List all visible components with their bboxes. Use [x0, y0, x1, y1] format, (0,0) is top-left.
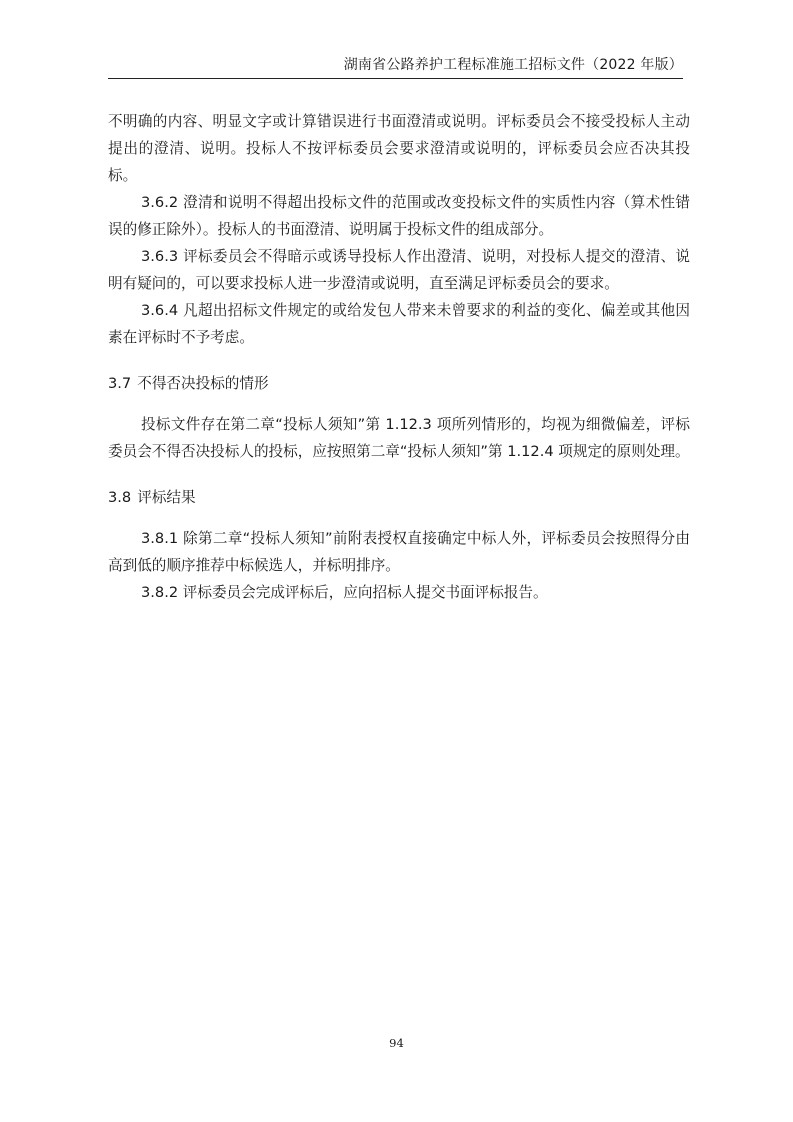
paragraph: 不明确的内容、明显文字或计算错误进行书面澄清或说明。评标委员会不接受投标人主动提出的澄清、说明。投标人不按评标委员会要求澄清或说明的，评标委员会应否决其投标。 [108, 113, 690, 184]
page-number: 94 [389, 1036, 404, 1050]
clause-3-6-2: 3.6.2 澄清和说明不得超出投标文件的范围或改变投标文件的实质性内容（算术性错误的修正除外）。投标人的书面澄清、说明属于投标文件的组成部分。 [108, 194, 690, 238]
document-title: 湖南省公路养护工程标准施工招标文件（2022 年版） [343, 57, 683, 73]
clause-3-6-4: 3.6.4 凡超出招标文件规定的或给发包人带来未曾要求的利益的变化、偏差或其他因素在评标时不予考虑。 [108, 302, 690, 346]
clause-3-6-3: 3.6.3 评标委员会不得暗示或诱导投标人作出澄清、说明，对投标人提交的澄清、说明有疑问的，可以要求投标人进一步澄清或说明，直至满足评标委员会的要求。 [108, 248, 690, 292]
page-body [108, 108, 690, 606]
clause-3-8-2: 3.8.2 评标委员会完成评标后，应向招标人提交书面评标报告。 [141, 584, 548, 601]
clause-3-8-1: 3.8.1 除第二章“投标人须知”前附表授权直接确定中标人外，评标委员会按照得分由高到低的顺序推荐中标候选人，并标明排序。 [108, 530, 690, 574]
section-title: 评标结果 [137, 489, 196, 506]
section-heading-3-7 [108, 370, 690, 397]
section-3-7-paragraph: 投标文件存在第二章“投标人须知”第 1.12.3 项所列情形的，均视为细微偏差，评标委员会不得否决投标人的投标，应按照第二章“投标人须知”第 1.12.4 项规定的原则处理。 [108, 416, 690, 460]
page-header [108, 52, 683, 79]
section-number: 3.7 [108, 375, 132, 392]
section-title: 不得否决投标的情形 [137, 375, 269, 392]
section-heading-3-8 [108, 484, 690, 511]
section-number: 3.8 [108, 489, 132, 506]
